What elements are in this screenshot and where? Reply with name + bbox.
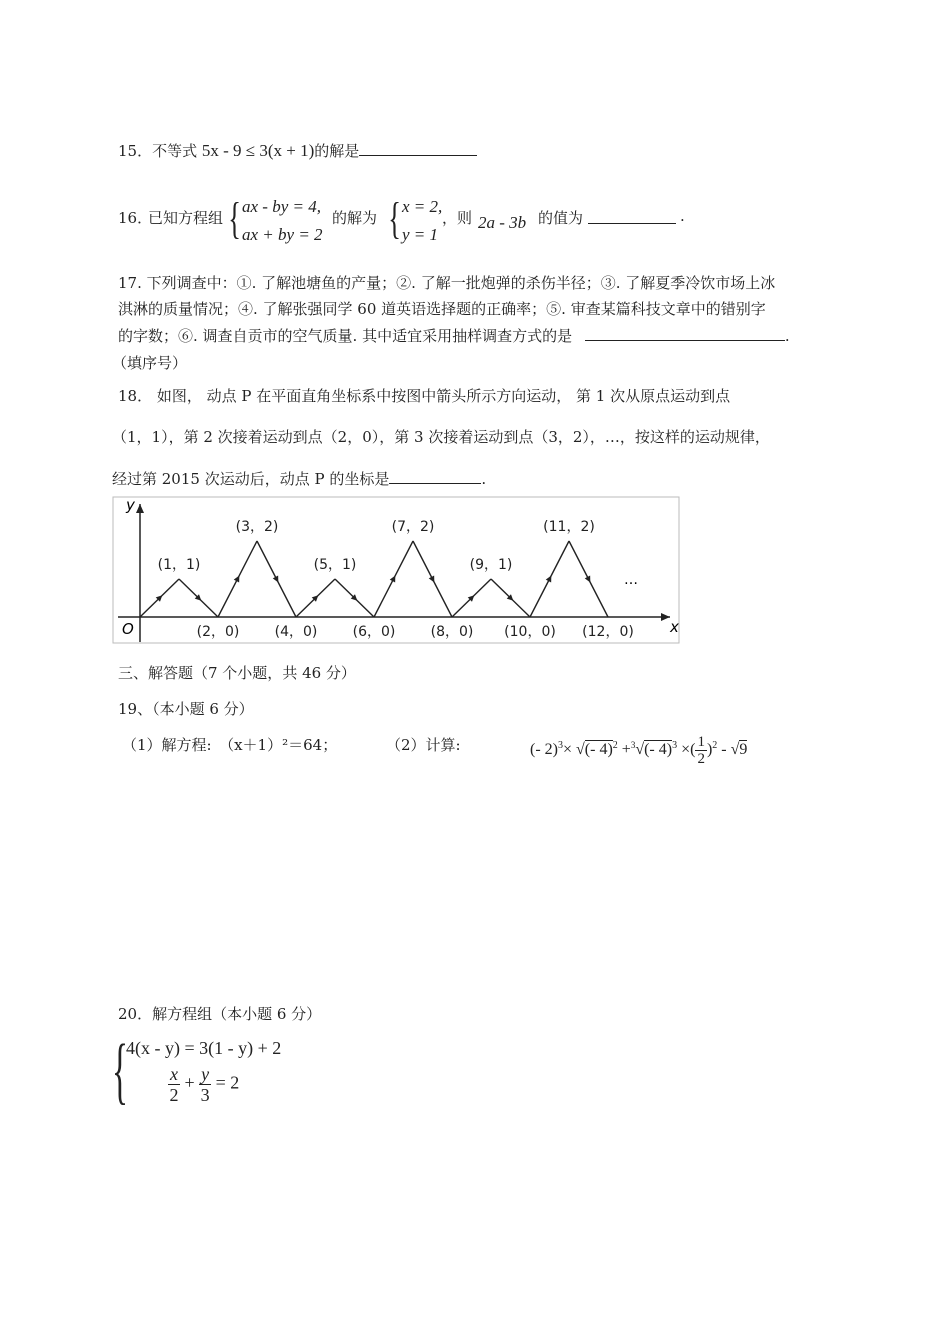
q19-half-den: 2 xyxy=(697,751,705,767)
q20-frac-x-num: x xyxy=(170,1064,178,1084)
coordinate-figure xyxy=(112,496,682,646)
point-label: (12，0) xyxy=(582,624,634,640)
point-label: (2，0) xyxy=(196,624,240,640)
q17-line-1: 17. 下列调查中：①. 了解池塘鱼的产量；②. 了解一批炮弹的杀伤半径；③. 了解夏季冷饮市场上冰 xyxy=(118,274,776,292)
q16-brace-left: { xyxy=(228,194,241,243)
q16-system-eq2: ax + by = 2 xyxy=(242,225,323,244)
q16-brace-right: { xyxy=(388,194,401,243)
q18-line-3-text: 经过第 2015 次运动后，动点 P 的坐标是 xyxy=(112,470,390,488)
point-label: (7，2) xyxy=(391,519,435,535)
q19-expr-g: ) xyxy=(706,741,713,759)
q16-number: 16． xyxy=(118,209,153,227)
q15-answer-blank[interactable] xyxy=(359,155,477,156)
q20-system xyxy=(112,1030,352,1114)
q16-end: . xyxy=(680,207,685,225)
q18-line-1: 18． 如图， 动点 P 在平面直角坐标系中按图中箭头所示方向运动， 第 1 次从原点运动到点 xyxy=(118,387,731,405)
q20-frac-x xyxy=(168,1064,180,1105)
point-label: (1，1) xyxy=(157,557,201,573)
q15-suffix: 的解是 xyxy=(314,142,360,160)
q17-line-2: 淇淋的质量情况；④. 了解张强同学 60 道英语选择题的正确率；⑤. 审查某篇科技文章中的错别字 xyxy=(118,300,766,318)
q19-part-1: （1）解方程: （x＋1）²＝64； xyxy=(122,736,338,754)
point-label: (6，0) xyxy=(352,624,396,640)
q19-header: 19、（本小题 6 分） xyxy=(118,700,254,718)
q16-prefix: 已知方程组 xyxy=(148,209,224,227)
q17-line-3-end: . xyxy=(784,327,790,345)
sqrt-icon: √ xyxy=(576,741,585,759)
q16-system-eq1: ax - by = 4, xyxy=(242,197,321,216)
q20-frac-x-den: 2 xyxy=(169,1085,179,1105)
q19-expr-b: × xyxy=(562,741,577,759)
q19-expr-c: (- 4) xyxy=(584,741,613,759)
q19-half-fraction xyxy=(695,734,707,767)
x-axis-label: x xyxy=(670,618,679,636)
q15-prefix: 不等式 xyxy=(152,142,198,160)
q17-line-4: （填序号） xyxy=(112,354,188,372)
point-label: (4，0) xyxy=(274,624,318,640)
q19-expression: (- 2)$^3$× √(- 4)$^2$ +$^3$√(- 4)$^3$ ×( $\frac{1}{2}$ )$^2$ - √9 xyxy=(530,734,748,767)
q20-header: 20．解方程组（本小题 6 分） xyxy=(118,1005,322,1023)
q16-middle: 的解为 xyxy=(332,209,378,227)
ellipsis: … xyxy=(624,572,638,588)
q18-answer-blank[interactable] xyxy=(389,483,481,484)
q20-rhs: = 2 xyxy=(215,1072,240,1093)
q20-eq1: 4(x - y) = 3(1 - y) + 2 xyxy=(126,1038,282,1058)
q16-suffix: 的值为 xyxy=(538,209,584,227)
point-labels xyxy=(158,519,634,640)
q18-line-3 xyxy=(112,468,486,489)
q19-expr-i: 9 xyxy=(739,741,748,759)
point-label: (9，1) xyxy=(469,557,513,573)
q16-solution-y: y = 1 xyxy=(402,225,439,244)
q19-expr-d: + xyxy=(621,741,631,759)
point-label: (10，0) xyxy=(504,624,556,640)
point-label: (3，2) xyxy=(235,519,279,535)
section-3-title: 三、解答题（7 个小题，共 46 分） xyxy=(118,664,356,682)
y-axis-label: y xyxy=(126,496,135,514)
q15-expression: 5x - 9 ≤ 3(x + 1) xyxy=(201,141,315,160)
q19-expr-f: ×( xyxy=(681,741,696,759)
q17-line-3 xyxy=(118,325,790,346)
q17-line-3-text: 的字数；⑥. 调查自贡市的空气质量. 其中适宜采用抽样调查方式的是 xyxy=(118,327,573,345)
q16-then: ，则 xyxy=(442,209,473,227)
q18-line-3-end: . xyxy=(481,470,487,488)
point-label: (11，2) xyxy=(543,519,595,535)
q20-eq2 xyxy=(168,1064,239,1105)
q20-frac-y xyxy=(199,1064,211,1105)
q15-number: 15． xyxy=(118,142,153,160)
q19-part-2: （2）计算: xyxy=(386,736,461,754)
q20-frac-y-den: 3 xyxy=(200,1085,210,1105)
q19-expr-e: (- 4) xyxy=(644,741,673,759)
cbrt-icon: √ xyxy=(635,741,645,759)
q16-answer-blank[interactable] xyxy=(588,207,676,224)
q16-expression: 2a - 3b xyxy=(478,213,527,232)
q20-brace: { xyxy=(112,1030,128,1112)
q18-line-2: （1，1），第 2 次接着运动到点（2，0），第 3 次接着运动到点（3，2），…，按这样的运动规律， xyxy=(112,428,770,446)
sqrt-icon: √ xyxy=(730,741,740,759)
point-label: (8，0) xyxy=(430,624,474,640)
motion-path xyxy=(140,541,608,617)
q19-expr-a: (- 2) xyxy=(530,741,558,759)
point-label: (5，1) xyxy=(313,557,357,573)
question-15 xyxy=(118,140,477,161)
q20-plus: + xyxy=(184,1072,195,1093)
q19-half-num: 1 xyxy=(697,734,705,750)
q19-expr-h: - xyxy=(717,741,731,759)
origin-label: O xyxy=(122,620,134,638)
q16-solution-x: x = 2, xyxy=(402,197,443,216)
q17-answer-blank[interactable] xyxy=(585,340,785,341)
q20-frac-y-num: y xyxy=(201,1064,210,1084)
